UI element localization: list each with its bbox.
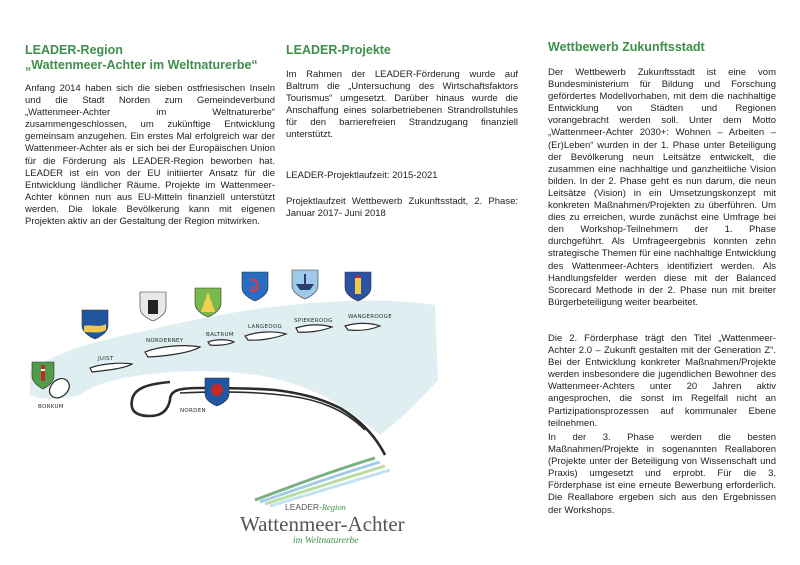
norderney-coat-of-arms — [140, 292, 166, 321]
zukunftsstadt-heading: Wettbewerb Zukunftsstadt — [548, 40, 705, 54]
label-langeoog: LANGEOOG — [248, 324, 283, 330]
langeoog-coat-of-arms — [242, 272, 268, 301]
label-spiekeroog: SPIEKEROOG — [294, 318, 333, 324]
norden-coat-of-arms — [205, 378, 229, 406]
leader-projektlaufzeit: LEADER-Projektlaufzeit: 2015-2021 — [286, 170, 438, 181]
logo-weltnaturerbe: im Weltnaturerbe — [293, 536, 359, 546]
zukunftsstadt-projektlaufzeit: Projektlaufzeit Wettbewerb Zukunftsstadt, 2. Phase: Januar 2017- Juni 2018 — [286, 196, 518, 220]
logo-leader-text: LEADER- — [285, 502, 322, 512]
leader-projekte-heading: LEADER-Projekte — [286, 43, 391, 57]
zukunftsstadt-paragraph-3: In der 3. Phase werden die besten Maßnahmen/Projekte in sogenannten Reallaboren (Projekte unter der Beteiligung von Wissenschaft und Praxis) umgesetzt und erprobt. Für die 3. Förderphase ist eine erneute Bewerbung erforderlich. Die Reallabore ergeben sich aus den Ergebnissen der Workshops. — [548, 432, 776, 516]
logo-leader-region — [285, 502, 346, 512]
logo-region-text: Region — [321, 502, 346, 512]
baltrum-coat-of-arms — [195, 288, 221, 317]
label-norderney: NORDERNEY — [146, 338, 184, 344]
wangerooge-coat-of-arms — [345, 272, 371, 301]
logo-wattenmeer-achter: Wattenmeer-Achter — [240, 512, 405, 536]
wattenmeer-achter-logo — [225, 440, 425, 550]
wattenmeer-map — [20, 260, 440, 460]
zukunftsstadt-paragraph-2: Die 2. Förderphase trägt den Titel „Wattenmeer-Achter 2.0 – Zukunft gestalten mit der Generation Z“. Bei der Entwicklung konkreter Maßnahmen/Projekte werden insbesondere die jugendlichen Bewohner des Wattenmeer-Achters unter 20 Jahren aktiv angesprochen, die sonst im Regelfall nicht an Partizipationsprozessen auf kommunaler Ebene teilnehmen. — [548, 333, 776, 429]
label-baltrum: BALTRUM — [206, 332, 234, 338]
juist-coat-of-arms — [82, 310, 108, 339]
leader-projekte-paragraph: Im Rahmen der LEADER-Förderung wurde auf Baltrum die „Untersuchung des Wirtschaftsfaktors Tourismus“ umgesetzt. Darüber hinaus wurde die Anschaffung eines solarbetriebenen Strandrollstuhles für den barrierefreien Strandzugang finanziell unterstützt. — [286, 69, 518, 141]
spiekeroog-coat-of-arms — [292, 270, 318, 299]
leader-region-heading-line2: „Wattenmeer-Achter im Weltnaturerbe“ — [25, 58, 258, 72]
label-juist: JUIST — [98, 356, 114, 362]
label-norden: NORDEN — [180, 408, 206, 414]
logo-wave-graphic — [225, 440, 425, 510]
label-wangerooge: WANGEROOGE — [348, 314, 392, 320]
label-borkum: BORKUM — [38, 404, 64, 410]
leader-region-body: Anfang 2014 haben sich die sieben ostfriesischen Inseln und die Stadt Norden zum Gemeindeverbund „Wattenmeer-Achter im Weltnaturerbe“ zusammengeschlossen, um zukünftige Entwicklung gemeinsam anzugehen. Ein erstes Mal erfolgreich war der Wattenmeer-Achter als er sich bei der Europäischen Union für die Förderung als LEADER-Region beworben hat. LEADER ist ein von der EU initiierter Ansatz für die Entwicklung ländlicher Räume. Projekte im Wattenmeer-Achter können nun aus EU-Mitteln finanziell unterstützt werden. Die lokale Bevölkerung kann mit eigenen Projekten aktiv an der Gestaltung der Region mitwirken. — [25, 83, 275, 228]
leader-region-heading-line1: LEADER-Region — [25, 43, 123, 57]
zukunftsstadt-paragraph-1: Der Wettbewerb Zukunftsstadt ist eine vom Bundesministerium für Bildung und Forschung gefördertes Modellvorhaben, mit dem die nachhaltige Entwicklung von Städten und Regionen vorangebracht werden soll. Unter dem Motto „Wattenmeer-Achter 2030+: Wohnen – Arbeiten – (Er)Leben“ wurden in der 1. Phase unter Beteiligung der Bevölkerung neun Leitsätze entwickelt, die zusammen eine nachhaltige und ganzheitliche Vision bilden. In der 2. Phase geht es nun darum, die neun Leitsätze (Vision) in ein Umsetzungskonzept mit konkreten Maßnahmen/Projekten zu überführen. Um dies zu erreichen, wurde zunächst eine Umfrage bei den Workshop-Teilnehmern der 1. Phase durchgeführt. Als Umfrageergebnis konnten zehn strategische Themen für eine nachhaltige Entwicklung des Wattenmeer-Achters identifiziert werden. Als Handlungsfelder werden diese mit der Balanced Scorecard Methode in der 2. Phase nun mit breiter Bürgerbeteiligung weiter bearbeitet. — [548, 67, 776, 308]
leader-region-heading — [25, 43, 258, 73]
